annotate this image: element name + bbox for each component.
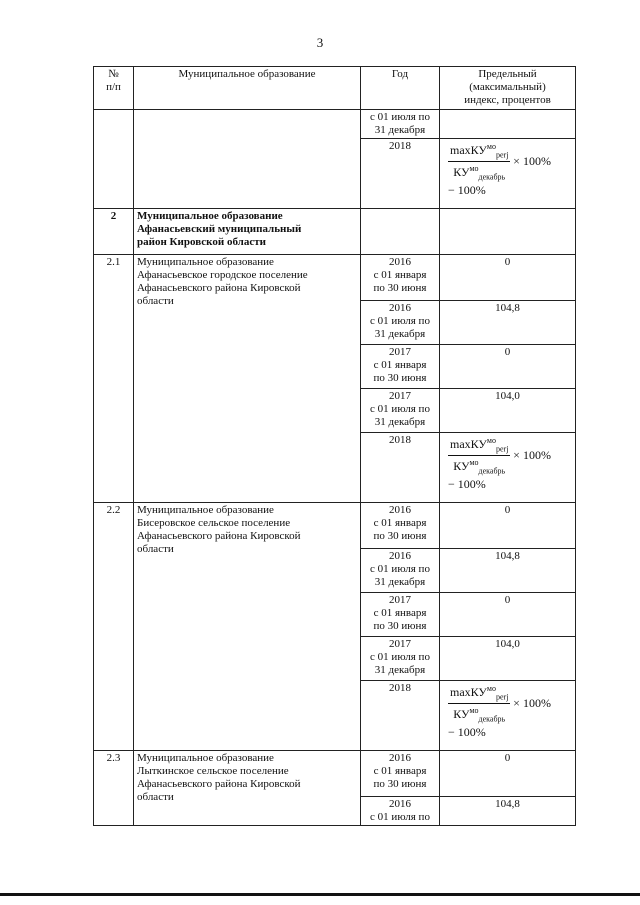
cell-year — [361, 209, 440, 255]
table-row — [94, 751, 576, 797]
cell-formula — [440, 433, 576, 503]
cell-year: 2017 с 01 июля по 31 декабря — [361, 637, 440, 681]
cell-year: 2016 с 01 января по 30 июня — [361, 503, 440, 549]
cell-year: 2016 с 01 января по 30 июня — [361, 751, 440, 797]
table-row — [94, 110, 576, 139]
cell-formula — [440, 681, 576, 751]
header-year: Год — [361, 67, 440, 110]
cell-value: 104,8 — [440, 301, 576, 345]
bottom-rule — [0, 893, 640, 896]
cell-value: 104,8 — [440, 549, 576, 593]
table-row-section — [94, 209, 576, 255]
cell-formula — [440, 139, 576, 209]
cell-value — [440, 110, 576, 139]
page-number: 3 — [316, 35, 324, 50]
table-row — [94, 503, 576, 549]
cell-value: 104,8 — [440, 797, 576, 826]
cell-num: 2.1 — [94, 255, 134, 503]
table-header-row — [94, 67, 576, 110]
cell-num — [94, 110, 134, 209]
cell-year: 2016 с 01 января по 30 июня — [361, 255, 440, 301]
cell-municipality: Муниципальное образование Лыткинское сельское поселение Афанасьевского района Кировской области — [134, 751, 361, 826]
cell-municipality — [134, 110, 361, 209]
cell-value: 0 — [440, 593, 576, 637]
cell-year: с 01 июля по 31 декабря — [361, 110, 440, 139]
header-num: № п/п — [94, 67, 134, 110]
cell-value: 0 — [440, 345, 576, 389]
cell-year: 2018 — [361, 681, 440, 751]
cell-num: 2.2 — [94, 503, 134, 751]
cell-year: 2018 — [361, 139, 440, 209]
header-municipality: Муниципальное образование — [134, 67, 361, 110]
section-name: Муниципальное образование Афанасьевский муниципальный район Кировской области — [134, 209, 361, 255]
cell-value — [440, 209, 576, 255]
index-formula: $\frac{\max КУ^{мо}_{perj}}{КУ^{мо}_{декабрь}}$ × 100% − 100% — [448, 684, 551, 739]
cell-year: 2017 с 01 июля по 31 декабря — [361, 389, 440, 433]
table-row — [94, 255, 576, 301]
cell-municipality: Муниципальное образование Бисеровское сельское поселение Афанасьевского района Кировской области — [134, 503, 361, 751]
header-index: Предельный (максимальный) индекс, процентов — [440, 67, 576, 110]
cell-year: 2018 — [361, 433, 440, 503]
cell-year: 2016 с 01 июля по 31 декабря — [361, 549, 440, 593]
index-formula: $\frac{\max КУ^{мо}_{perj}}{КУ^{мо}_{декабрь}}$ × 100% − 100% — [448, 436, 551, 491]
cell-year: 2016 с 01 июля по 31 декабря — [361, 301, 440, 345]
cell-value: 0 — [440, 751, 576, 797]
cell-value: 104,0 — [440, 389, 576, 433]
cell-value: 104,0 — [440, 637, 576, 681]
cell-year: 2017 с 01 января по 30 июня — [361, 593, 440, 637]
index-formula: $\frac{\max КУ^{мо}_{perj}}{КУ^{мо}_{декабрь}}$ × 100% − 100% — [448, 142, 551, 197]
cell-num: 2.3 — [94, 751, 134, 826]
cell-year: 2016 с 01 июля по — [361, 797, 440, 826]
cell-municipality: Муниципальное образование Афанасьевское городское поселение Афанасьевского района Кировской области — [134, 255, 361, 503]
tariff-index-table — [93, 66, 576, 826]
section-num: 2 — [94, 209, 134, 255]
cell-year: 2017 с 01 января по 30 июня — [361, 345, 440, 389]
cell-value: 0 — [440, 503, 576, 549]
cell-value: 0 — [440, 255, 576, 301]
